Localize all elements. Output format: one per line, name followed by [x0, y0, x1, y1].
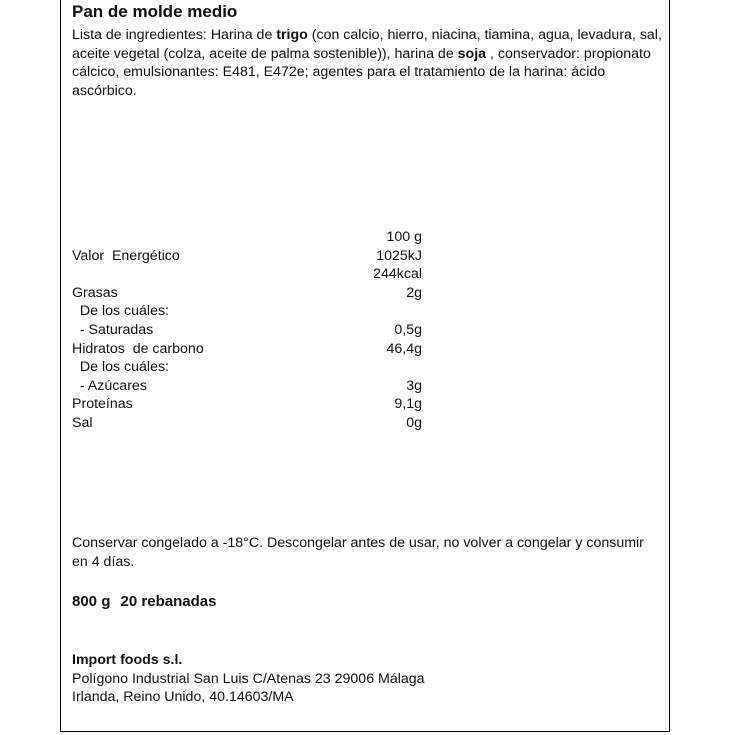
ingredients-part: , conservador: propionato cálcico, emulsionantes: E481, E472e; agentes para el tratamiento de la harina: ácido ascórbico. [72, 45, 651, 99]
nutrition-label: - Azúcares [72, 377, 147, 394]
product-title: Pan de molde medio [72, 2, 238, 21]
ingredients-text [72, 26, 662, 100]
nutrition-label: Hidratos de carbono [72, 340, 204, 357]
nutrition-label: Proteínas [72, 396, 133, 413]
slices-count: 20 rebanadas [120, 593, 217, 610]
nutrition-label: Sal [72, 414, 93, 431]
nutrition-row [72, 358, 452, 377]
storage-instructions: Conservar congelado a -18°C. Descongelar antes de usar, no volver a congelar y consumir en 4 días. [72, 535, 644, 570]
nutrition-value: 0g [406, 414, 422, 431]
net-weight [72, 593, 222, 610]
nutrition-row [72, 321, 452, 340]
nutrition-row [72, 265, 452, 284]
nutrition-value: 9,1g [394, 396, 422, 413]
nutrition-table [72, 228, 452, 433]
allergen-soja: soja [457, 45, 487, 62]
nutrition-value: 244kcal [373, 266, 422, 283]
company-block [72, 651, 425, 707]
nutrition-row [72, 284, 452, 303]
nutrition-row [72, 395, 452, 414]
company-address-line1: Polígono Industrial San Luis C/Atenas 23 29006 Málaga [72, 670, 425, 687]
nutrition-label: De los cuáles: [72, 359, 169, 376]
nutrition-header: 100 g [386, 229, 422, 245]
nutrition-value: 2g [406, 284, 422, 301]
nutrition-label: Grasas [72, 284, 118, 301]
company-name: Import foods s.l. [72, 652, 183, 668]
nutrition-label: Valor Energético [72, 247, 180, 264]
nutrition-row [72, 414, 452, 433]
nutrition-header-row [72, 228, 452, 247]
nutrition-row [72, 377, 452, 396]
nutrition-row [72, 340, 452, 359]
allergen-trigo: trigo [276, 27, 308, 43]
nutrition-value: 46,4g [386, 340, 422, 357]
nutrition-row [72, 247, 452, 266]
nutrition-value: 0,5g [394, 321, 422, 338]
nutrition-label: De los cuáles: [72, 303, 169, 320]
nutrition-value: 3g [406, 377, 422, 394]
nutrition-value: 1025kJ [376, 247, 422, 264]
nutrition-row [72, 302, 452, 321]
ingredients-part: Lista de ingredientes: Harina de [72, 27, 277, 43]
net-weight-value: 800 g [72, 593, 111, 610]
company-address-line2: Irlanda, Reino Unido, 40.14603/MA [72, 689, 294, 706]
ingredients-part: (con calcio, hierro, niacina, tiamina, agua, levadura, sal, aceite vegetal (colza, aceite de palma sostenible)), harina de [72, 27, 662, 62]
nutrition-label: - Saturadas [72, 321, 154, 338]
